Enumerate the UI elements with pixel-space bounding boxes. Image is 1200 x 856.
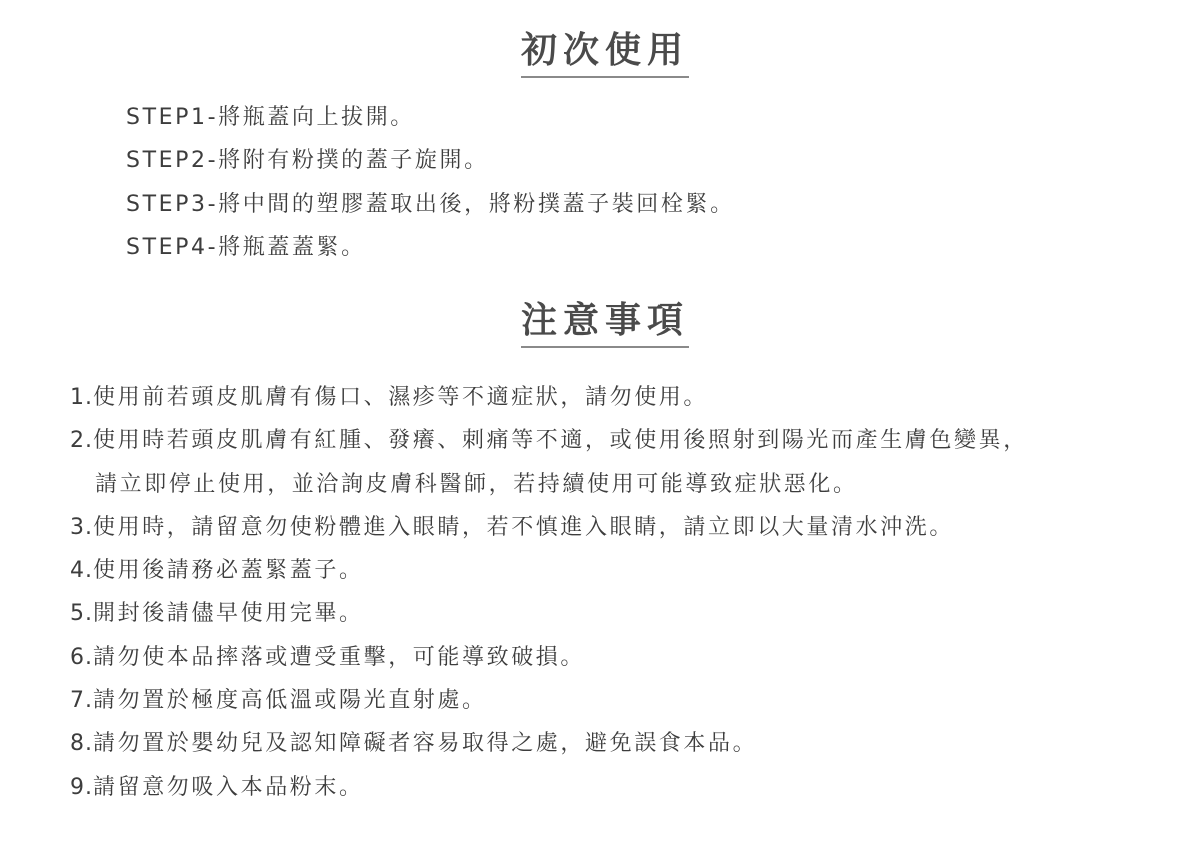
precaution-item: [70, 419, 1028, 506]
precaution-text: 請留意勿吸入本品粉末。: [93, 774, 364, 800]
precaution-number: 2.: [70, 428, 93, 454]
precaution-item: [70, 679, 1028, 722]
precaution-number: 4.: [70, 558, 93, 584]
step-item: STEP3-將中間的塑膠蓋取出後，將粉撲蓋子裝回栓緊。: [126, 191, 735, 217]
precaution-text: 請勿置於嬰幼兒及認知障礙者容易取得之處，避免誤食本品。: [93, 731, 758, 757]
precautions-heading: [0, 298, 1200, 348]
first-use-title: 初次使用: [521, 28, 689, 78]
precaution-number: 5.: [70, 601, 93, 627]
precaution-text: 使用時，請留意勿使粉體進入眼睛，若不慎進入眼睛，請立即以大量清水沖洗。: [93, 514, 955, 540]
precaution-number: 9.: [70, 774, 93, 800]
precaution-item: [70, 636, 1028, 679]
precaution-text: 開封後請儘早使用完畢。: [93, 601, 364, 627]
precaution-item: [70, 376, 1028, 419]
precaution-text: 使用前若頭皮肌膚有傷口、濕疹等不適症狀，請勿使用。: [93, 385, 709, 410]
first-use-heading: [0, 28, 1200, 78]
precaution-text: 請勿置於極度高低溫或陽光直射處。: [93, 688, 487, 714]
precaution-text: 請勿使本品摔落或遭受重擊，可能導致破損。: [93, 644, 586, 670]
step-item: STEP1-將瓶蓋向上拔開。: [126, 105, 415, 130]
precaution-text: 使用時若頭皮肌膚有紅腫、發癢、刺痛等不適，或使用後照射到陽光而產生膚色變異，: [93, 428, 1028, 454]
precautions-title: 注意事項: [521, 298, 689, 348]
first-use-steps: [126, 101, 735, 274]
precaution-number: 8.: [70, 731, 93, 757]
precaution-number: 1.: [70, 385, 93, 410]
precaution-continuation: 請立即停止使用，並洽詢皮膚科醫師，若持續使用可能導致症狀惡化。: [95, 471, 858, 497]
precaution-item: [70, 592, 1028, 635]
precautions-list: [70, 376, 1028, 809]
precaution-item: [70, 722, 1028, 765]
step-item: STEP2-將附有粉撲的蓋子旋開。: [126, 148, 489, 174]
precaution-item: [70, 766, 1028, 809]
precaution-number: 3.: [70, 514, 93, 540]
step-item: STEP4-將瓶蓋蓋緊。: [126, 234, 366, 260]
precaution-number: 6.: [70, 644, 93, 670]
precaution-text: 使用後請務必蓋緊蓋子。: [93, 558, 364, 584]
precaution-item: [70, 506, 1028, 549]
precaution-item: [70, 549, 1028, 592]
precaution-number: 7.: [70, 688, 93, 714]
